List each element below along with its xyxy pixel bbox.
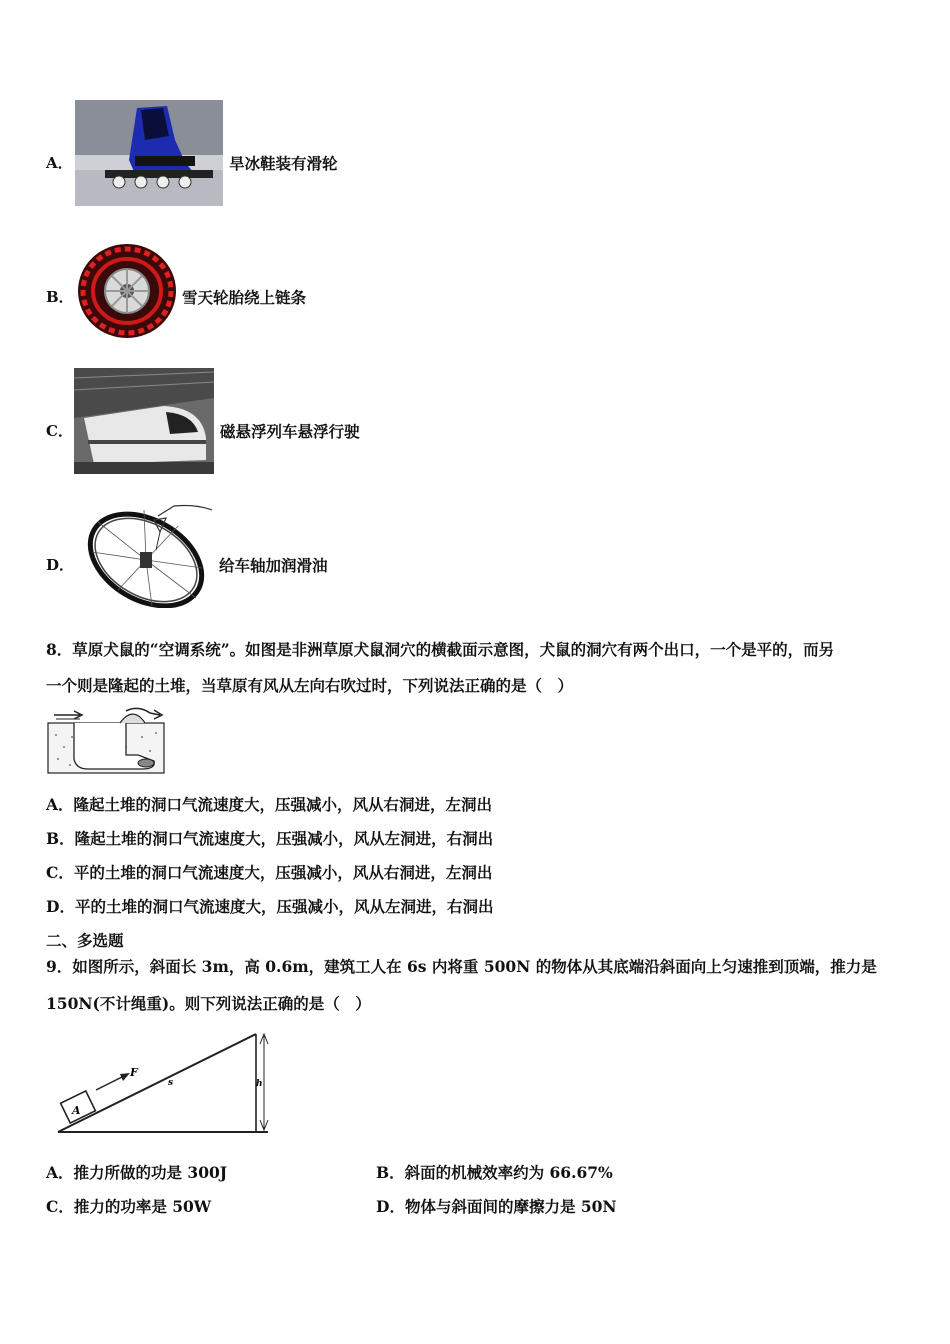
question-9-option-d: D．物体与斜面间的摩擦力是 50N	[376, 1197, 617, 1216]
question-9-line-1: 9．如图所示，斜面长 3m，高 0.6m，建筑工人在 6s 内将重 500N 的物体从其底端沿斜面向上匀速推到顶端，推力是	[46, 957, 877, 976]
question-8-line-2: 一个则是隆起的土堆，当草原有风从左向右吹过时，下列说法正确的是（ ）	[46, 676, 574, 695]
question-9-option-b: B．斜面的机械效率约为 66.67%	[376, 1163, 613, 1182]
question-8-option-a: A．隆起土堆的洞口气流速度大，压强减小，风从右洞进，左洞出	[46, 795, 493, 814]
question-9-option-c: C．推力的功率是 50W	[46, 1197, 212, 1216]
block-label: A	[72, 1104, 81, 1117]
section-title: 二、多选题	[46, 931, 124, 950]
question-9-line-2: 150N(不计绳重)。则下列说法正确的是（ ）	[46, 994, 371, 1013]
option-letter: B．	[46, 288, 74, 306]
question-9-option-a: A．推力所做的功是 300J	[46, 1163, 228, 1182]
option-letter: C．	[46, 422, 73, 440]
bicycle-wheel-oil-drawing	[78, 502, 216, 608]
question-8-option-b: B．隆起土堆的洞口气流速度大，压强减小，风从左洞进，右洞出	[46, 829, 494, 848]
incline-plane-diagram	[50, 1028, 272, 1138]
force-label: F	[130, 1066, 138, 1079]
roller-skate-photo	[75, 100, 223, 206]
option-text: 雪天轮胎绕上链条	[182, 288, 307, 307]
slope-label: s	[168, 1078, 174, 1088]
question-8-line-1: 8．草原犬鼠的“空调系统”。如图是非洲草原犬鼠洞穴的横截面示意图，犬鼠的洞穴有两个出口，一个是平的，而另	[46, 640, 835, 659]
question-8-option-c: C．平的土堆的洞口气流速度大，压强减小，风从右洞进，左洞出	[46, 863, 493, 882]
option-text: 磁悬浮列车悬浮行驶	[220, 422, 360, 441]
snow-chain-tire-photo	[77, 243, 177, 339]
option-letter: D．	[46, 556, 75, 574]
question-8-option-d: D．平的土堆的洞口气流速度大，压强减小，风从左洞进，右洞出	[46, 897, 494, 916]
burrow-cross-section-diagram	[46, 707, 166, 775]
option-text: 给车轴加润滑油	[219, 556, 328, 575]
option-letter: A．	[46, 154, 73, 172]
maglev-train-photo	[74, 368, 214, 474]
option-text: 旱冰鞋装有滑轮	[229, 154, 338, 173]
height-label: h	[256, 1079, 263, 1089]
